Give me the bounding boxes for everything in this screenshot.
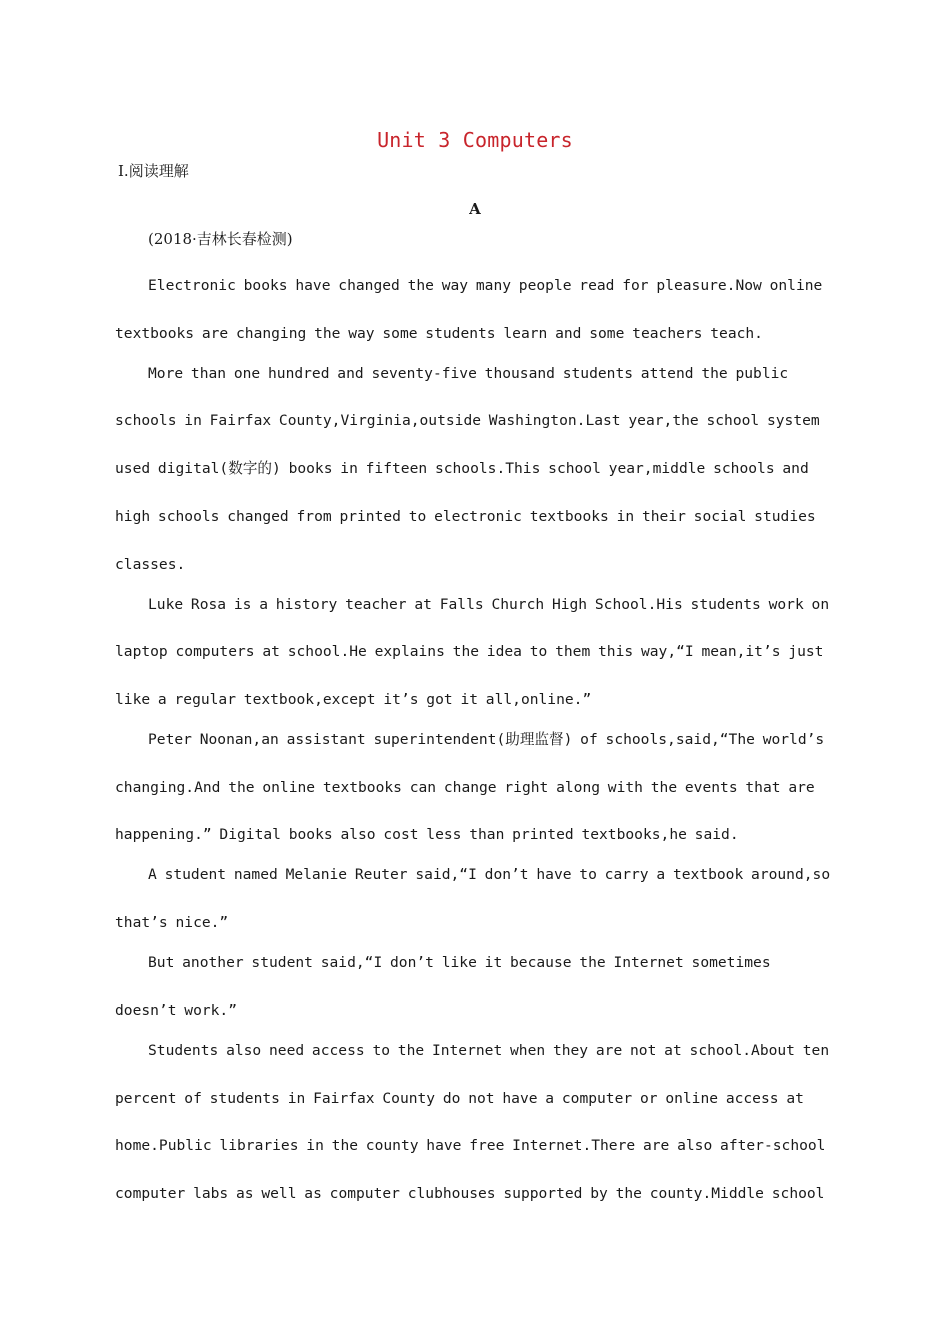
paragraph: Peter Noonan,an assistant superintendent(助理监督) of schools,said,“The world’s changing.And the online textbooks can change right along with the events that are happening.” Digital books also cost less than printed textbooks,he said. (115, 730, 825, 844)
passage-body (115, 262, 835, 1210)
page-title: Unit 3 Computers (377, 128, 573, 152)
source-note: (2018·吉林长春检测) (148, 230, 293, 248)
paragraph: Electronic books have changed the way many people read for pleasure.Now online textbooks are changing the way some students learn and some teachers teach. (115, 277, 823, 342)
section-heading: Ⅰ.阅读理解 (118, 162, 189, 180)
paragraph: A student named Melanie Reuter said,“I don’t have to carry a textbook around,so that’s nice.” (115, 866, 831, 932)
paragraph: Luke Rosa is a history teacher at Falls Church High School.His students work on laptop computers at school.He explains the idea to them this way,“I mean,it’s just like a regular textbook,except it’s got it all,online.” (115, 595, 830, 708)
paragraph: But another student said,“I don’t like it because the Internet sometimes doesn’t work.” (115, 954, 771, 1019)
paragraph: More than one hundred and seventy-five thousand students attend the public schools in Fairfax County,Virginia,outside Washington.Last year,the school system used digital(数字的) books in fifteen schools.This school year,middle schools and high schools changed from printed to electronic textbooks in their social studies classes. (115, 364, 820, 573)
passage-label: A (469, 200, 481, 218)
paragraph: Students also need access to the Internet when they are not at school.About ten percent of students in Fairfax County do not have a computer or online access at home.Public libraries in the county have free Internet.There are also after-school computer labs as well as computer clubhouses supported by the county.Middle school (115, 1041, 830, 1202)
